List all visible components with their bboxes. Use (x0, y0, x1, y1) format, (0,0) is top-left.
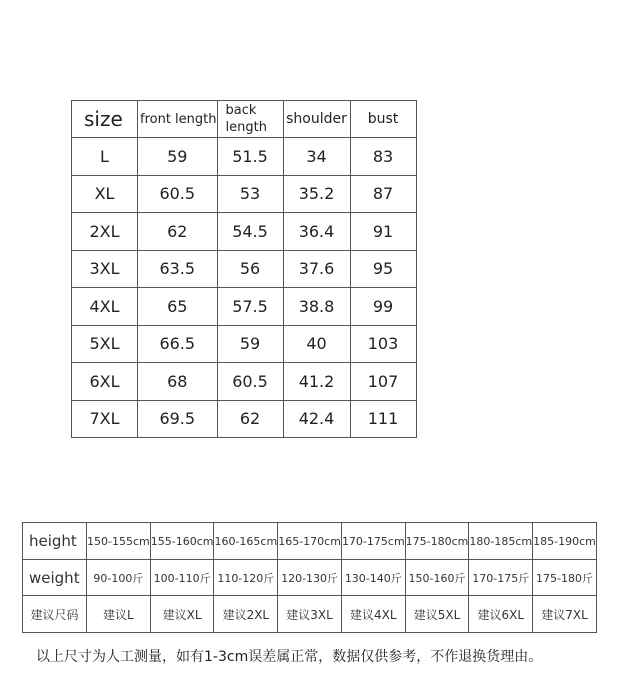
back-length-cell: 60.5 (217, 363, 283, 401)
bust-cell: 91 (350, 213, 416, 251)
table-row (72, 138, 417, 176)
front-length-cell: 65 (138, 288, 218, 326)
weight-row (23, 560, 597, 596)
back-length-cell: 53 (217, 175, 283, 213)
recommend-cell: 建议3XL (278, 596, 342, 633)
size-chart-table (71, 100, 417, 438)
recommend-cell: 建议L (87, 596, 151, 633)
bust-cell: 99 (350, 288, 416, 326)
measurement-disclaimer: 以上尺寸为人工测量，如有1-3cm误差属正常，数据仅供参考，不作退换货理由。 (36, 649, 543, 665)
recommend-label: 建议尺码 (23, 596, 87, 633)
weight-cell: 170-175斤 (469, 560, 533, 596)
recommend-cell: 建议6XL (469, 596, 533, 633)
recommend-cell: 建议XL (150, 596, 214, 633)
table-row (72, 175, 417, 213)
size-chart-header-row (72, 101, 417, 138)
front-length-cell: 60.5 (138, 175, 218, 213)
front-length-cell: 62 (138, 213, 218, 251)
table-row (72, 250, 417, 288)
body-measurement-table (22, 522, 597, 633)
size-cell: L (72, 138, 138, 176)
height-cell: 170-175cm (341, 523, 405, 560)
shoulder-cell: 42.4 (283, 400, 350, 438)
height-cell: 150-155cm (87, 523, 151, 560)
back-length-cell: 51.5 (217, 138, 283, 176)
weight-cell: 150-160斤 (405, 560, 469, 596)
shoulder-cell: 41.2 (283, 363, 350, 401)
table-row (72, 400, 417, 438)
table-row (72, 288, 417, 326)
header-front-length: front length (138, 101, 218, 138)
height-cell: 165-170cm (278, 523, 342, 560)
header-bust: bust (350, 101, 416, 138)
recommend-cell: 建议7XL (533, 596, 597, 633)
front-length-cell: 69.5 (138, 400, 218, 438)
shoulder-cell: 34 (283, 138, 350, 176)
size-cell: 7XL (72, 400, 138, 438)
bust-cell: 95 (350, 250, 416, 288)
shoulder-cell: 37.6 (283, 250, 350, 288)
height-cell: 185-190cm (533, 523, 597, 560)
bust-cell: 83 (350, 138, 416, 176)
shoulder-cell: 35.2 (283, 175, 350, 213)
front-length-cell: 59 (138, 138, 218, 176)
bust-cell: 103 (350, 325, 416, 363)
weight-label: weight (23, 560, 87, 596)
size-cell: 3XL (72, 250, 138, 288)
recommend-cell: 建议4XL (341, 596, 405, 633)
weight-cell: 130-140斤 (341, 560, 405, 596)
weight-cell: 90-100斤 (87, 560, 151, 596)
header-back-length: back length (217, 101, 283, 138)
table-row (72, 213, 417, 251)
header-size: size (72, 101, 138, 138)
bust-cell: 87 (350, 175, 416, 213)
back-length-cell: 54.5 (217, 213, 283, 251)
table-row (72, 363, 417, 401)
height-row (23, 523, 597, 560)
shoulder-cell: 38.8 (283, 288, 350, 326)
shoulder-cell: 40 (283, 325, 350, 363)
back-length-cell: 59 (217, 325, 283, 363)
height-cell: 175-180cm (405, 523, 469, 560)
recommendation-row (23, 596, 597, 633)
header-shoulder: shoulder (283, 101, 350, 138)
height-label: height (23, 523, 87, 560)
size-cell: 2XL (72, 213, 138, 251)
front-length-cell: 66.5 (138, 325, 218, 363)
size-cell: 6XL (72, 363, 138, 401)
height-cell: 180-185cm (469, 523, 533, 560)
recommend-cell: 建议5XL (405, 596, 469, 633)
bust-cell: 107 (350, 363, 416, 401)
weight-cell: 100-110斤 (150, 560, 214, 596)
shoulder-cell: 36.4 (283, 213, 350, 251)
weight-cell: 120-130斤 (278, 560, 342, 596)
front-length-cell: 63.5 (138, 250, 218, 288)
weight-cell: 110-120斤 (214, 560, 278, 596)
height-cell: 155-160cm (150, 523, 214, 560)
size-cell: 5XL (72, 325, 138, 363)
front-length-cell: 68 (138, 363, 218, 401)
size-cell: XL (72, 175, 138, 213)
bust-cell: 111 (350, 400, 416, 438)
recommend-cell: 建议2XL (214, 596, 278, 633)
height-cell: 160-165cm (214, 523, 278, 560)
back-length-cell: 56 (217, 250, 283, 288)
back-length-cell: 57.5 (217, 288, 283, 326)
weight-cell: 175-180斤 (533, 560, 597, 596)
back-length-cell: 62 (217, 400, 283, 438)
table-row (72, 325, 417, 363)
size-cell: 4XL (72, 288, 138, 326)
